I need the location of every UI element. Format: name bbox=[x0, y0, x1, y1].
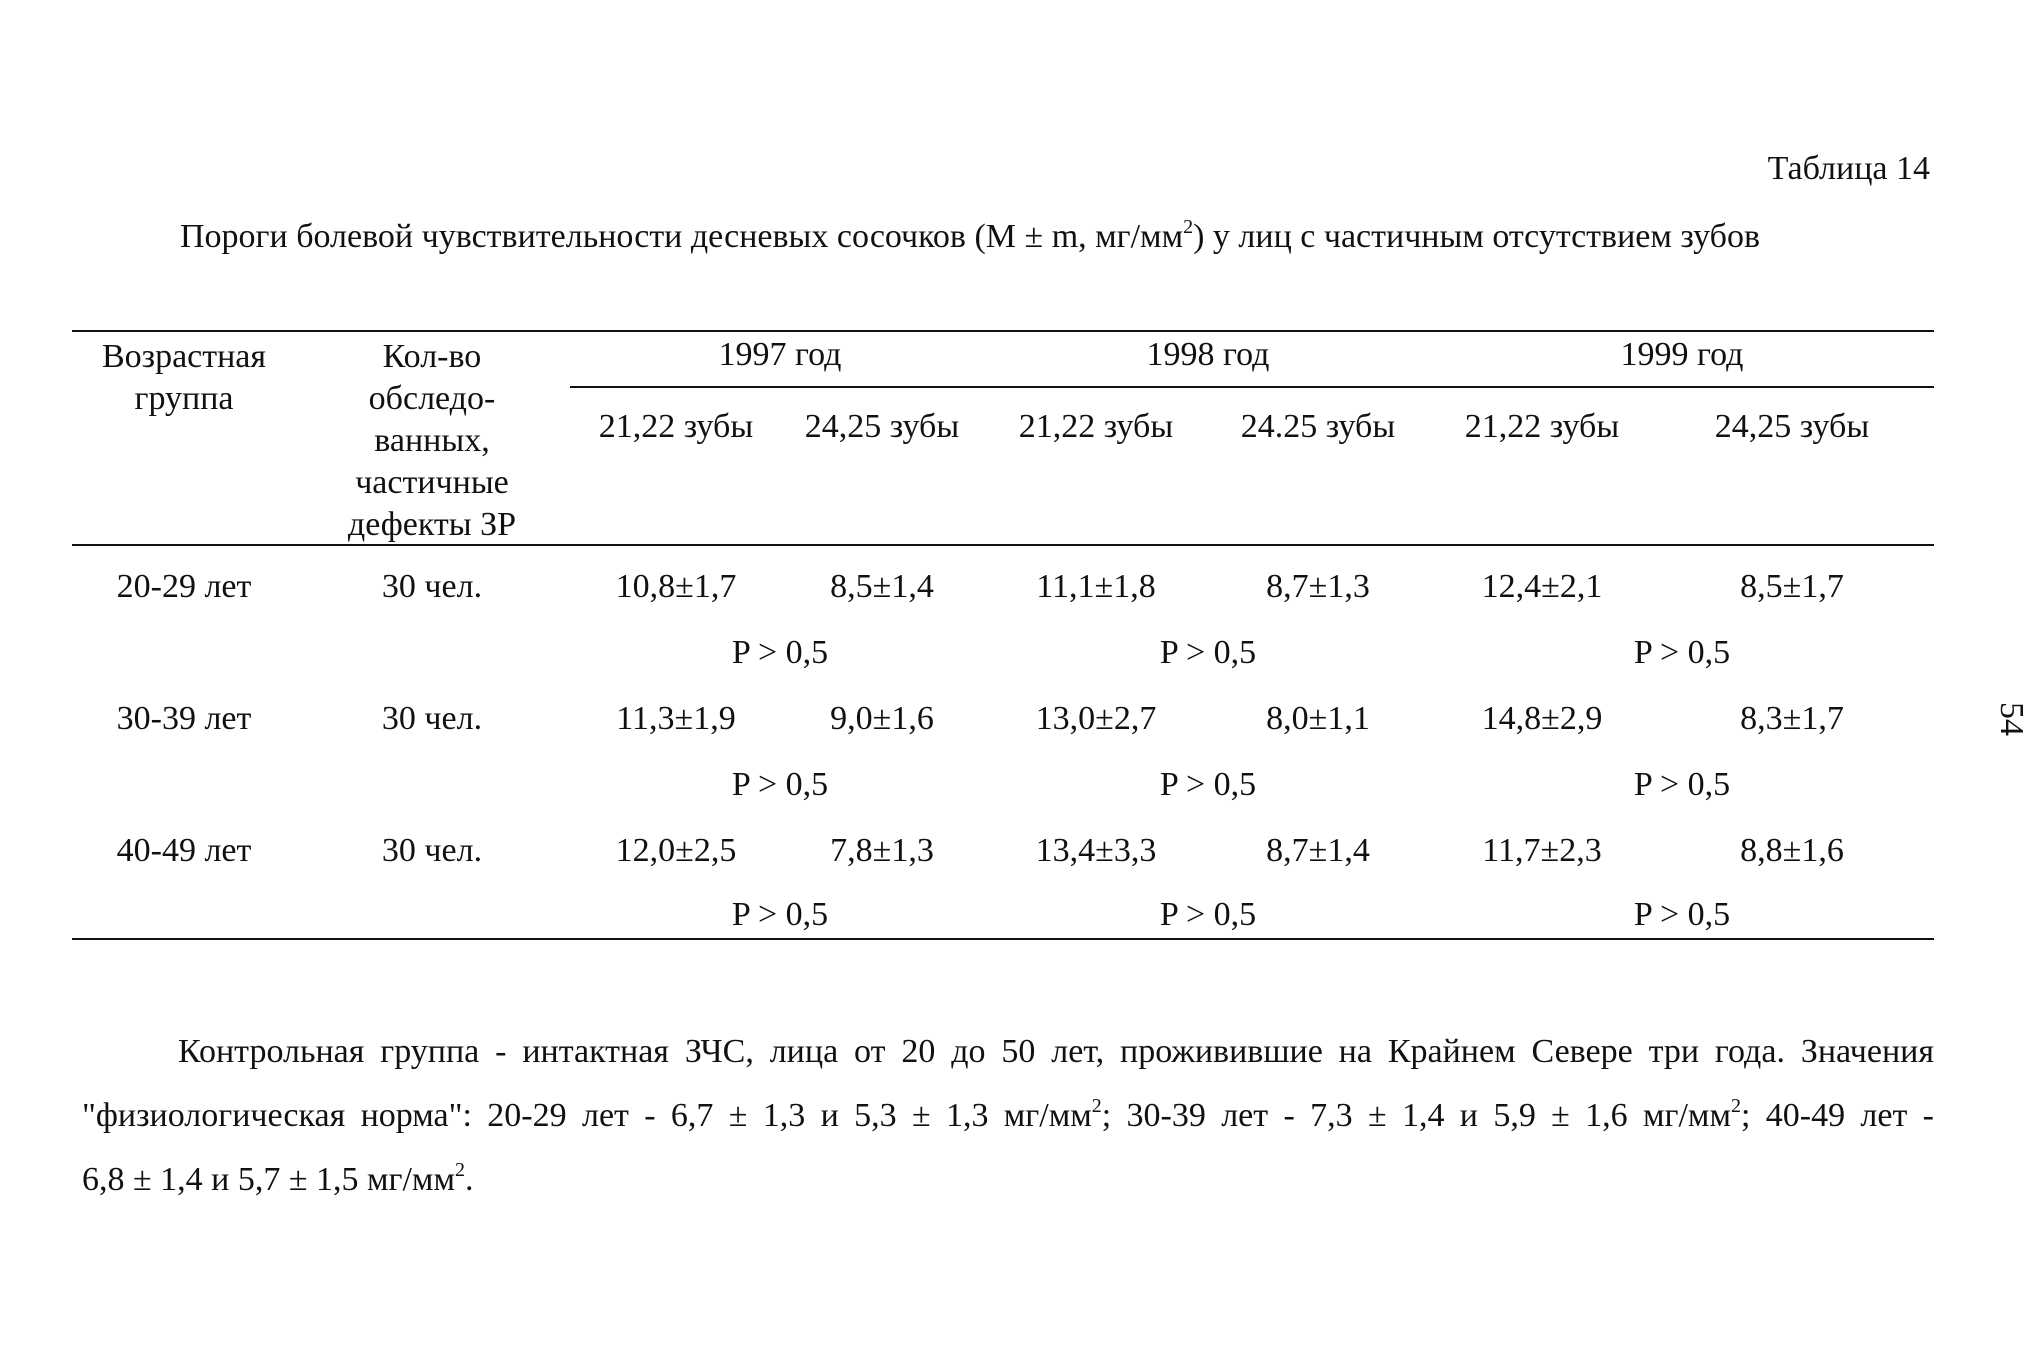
row-count: 30 чел. bbox=[381, 832, 483, 869]
note-text: ; 40-49 лет - bbox=[1740, 1097, 1934, 1134]
header-subcol: 24,25 зубы bbox=[804, 408, 960, 445]
row-age: 30-39 лет bbox=[116, 700, 252, 737]
header-subcol: 21,22 зубы bbox=[598, 408, 754, 445]
row-p-value: P > 0,5 bbox=[1159, 896, 1257, 933]
row-p-value: P > 0,5 bbox=[1159, 766, 1257, 803]
table-number: Таблица 14 bbox=[1767, 150, 1930, 187]
header-subcol: 21,22 зубы bbox=[1018, 408, 1174, 445]
header-age-line: группа bbox=[134, 380, 234, 417]
row-p-value: P > 0,5 bbox=[731, 896, 829, 933]
row-age: 20-29 лет bbox=[116, 568, 252, 605]
header-subcol: 24.25 зубы bbox=[1240, 408, 1396, 445]
note-text: ; 30-39 лет - 7,3 ± 1,4 и 5,9 ± 1,6 мг/мм bbox=[1101, 1097, 1731, 1134]
row-value: 14,8±2,9 bbox=[1481, 700, 1603, 737]
header-count-line: Кол-во bbox=[382, 338, 482, 375]
row-value: 8,0±1,1 bbox=[1266, 700, 1370, 737]
header-count-line: ванных, bbox=[374, 422, 490, 459]
row-value: 8,7±1,3 bbox=[1266, 568, 1370, 605]
row-value: 7,8±1,3 bbox=[830, 832, 934, 869]
header-year-1999: 1999 год bbox=[1620, 336, 1744, 373]
row-count: 30 чел. bbox=[381, 568, 483, 605]
header-year-1997: 1997 год bbox=[718, 336, 842, 373]
table-top-rule bbox=[72, 330, 1934, 332]
row-p-value: P > 0,5 bbox=[731, 766, 829, 803]
header-age-line: Возрастная bbox=[101, 338, 267, 375]
header-count-line: дефекты ЗР bbox=[347, 506, 517, 543]
header-subcol: 24,25 зубы bbox=[1714, 408, 1870, 445]
row-value: 13,4±3,3 bbox=[1035, 832, 1157, 869]
control-group-note bbox=[82, 1020, 1934, 1212]
note-text: "физиологическая норма": 20-29 лет - 6,7 ± 1,3 и 5,3 ± 1,3 мг/мм bbox=[82, 1097, 1092, 1134]
row-value: 8,5±1,4 bbox=[830, 568, 934, 605]
table-bottom-rule bbox=[72, 938, 1934, 940]
row-p-value: P > 0,5 bbox=[1633, 634, 1731, 671]
row-value: 8,8±1,6 bbox=[1740, 832, 1844, 869]
header-subcol: 21,22 зубы bbox=[1464, 408, 1620, 445]
row-p-value: P > 0,5 bbox=[1633, 766, 1731, 803]
header-count-line: частичные bbox=[355, 464, 509, 501]
table-caption bbox=[180, 218, 1760, 256]
row-value: 12,4±2,1 bbox=[1481, 568, 1603, 605]
note-line: Контрольная группа - интактная ЗЧС, лица от 20 до 50 лет, проживившие на Крайнем Севере три года. Значения bbox=[178, 1033, 1934, 1070]
caption-superscript: 2 bbox=[1183, 216, 1194, 238]
row-value: 13,0±2,7 bbox=[1035, 700, 1157, 737]
row-value: 8,5±1,7 bbox=[1740, 568, 1844, 605]
row-value: 8,3±1,7 bbox=[1740, 700, 1844, 737]
caption-text-end: ) у лиц с частичным отсутствием зубов bbox=[1193, 218, 1761, 255]
row-count: 30 чел. bbox=[381, 700, 483, 737]
note-superscript: 2 bbox=[454, 1159, 465, 1181]
row-value: 8,7±1,4 bbox=[1266, 832, 1370, 869]
row-value: 11,3±1,9 bbox=[616, 700, 736, 737]
row-p-value: P > 0,5 bbox=[1633, 896, 1731, 933]
header-count bbox=[348, 336, 516, 546]
note-text: 6,8 ± 1,4 и 5,7 ± 1,5 мг/мм bbox=[82, 1161, 455, 1198]
row-value: 10,8±1,7 bbox=[615, 568, 737, 605]
header-count-line: обследо- bbox=[368, 380, 496, 417]
page-number: 54 bbox=[1993, 702, 2030, 736]
note-line bbox=[82, 1148, 1934, 1212]
note-superscript: 2 bbox=[1091, 1095, 1102, 1117]
row-age: 40-49 лет bbox=[116, 832, 252, 869]
row-value: 9,0±1,6 bbox=[830, 700, 934, 737]
header-age-group bbox=[102, 336, 266, 420]
caption-text: Пороги болевой чувствительности десневых сосочков (M ± m, мг/мм bbox=[180, 218, 1184, 255]
row-p-value: P > 0,5 bbox=[731, 634, 829, 671]
row-value: 11,7±2,3 bbox=[1482, 832, 1602, 869]
year-header-rule bbox=[570, 386, 1934, 388]
note-line bbox=[82, 1084, 1934, 1148]
note-superscript: 2 bbox=[1730, 1095, 1741, 1117]
row-p-value: P > 0,5 bbox=[1159, 634, 1257, 671]
row-value: 11,1±1,8 bbox=[1036, 568, 1156, 605]
row-value: 12,0±2,5 bbox=[615, 832, 737, 869]
header-year-1998: 1998 год bbox=[1146, 336, 1270, 373]
note-text: . bbox=[464, 1161, 474, 1198]
